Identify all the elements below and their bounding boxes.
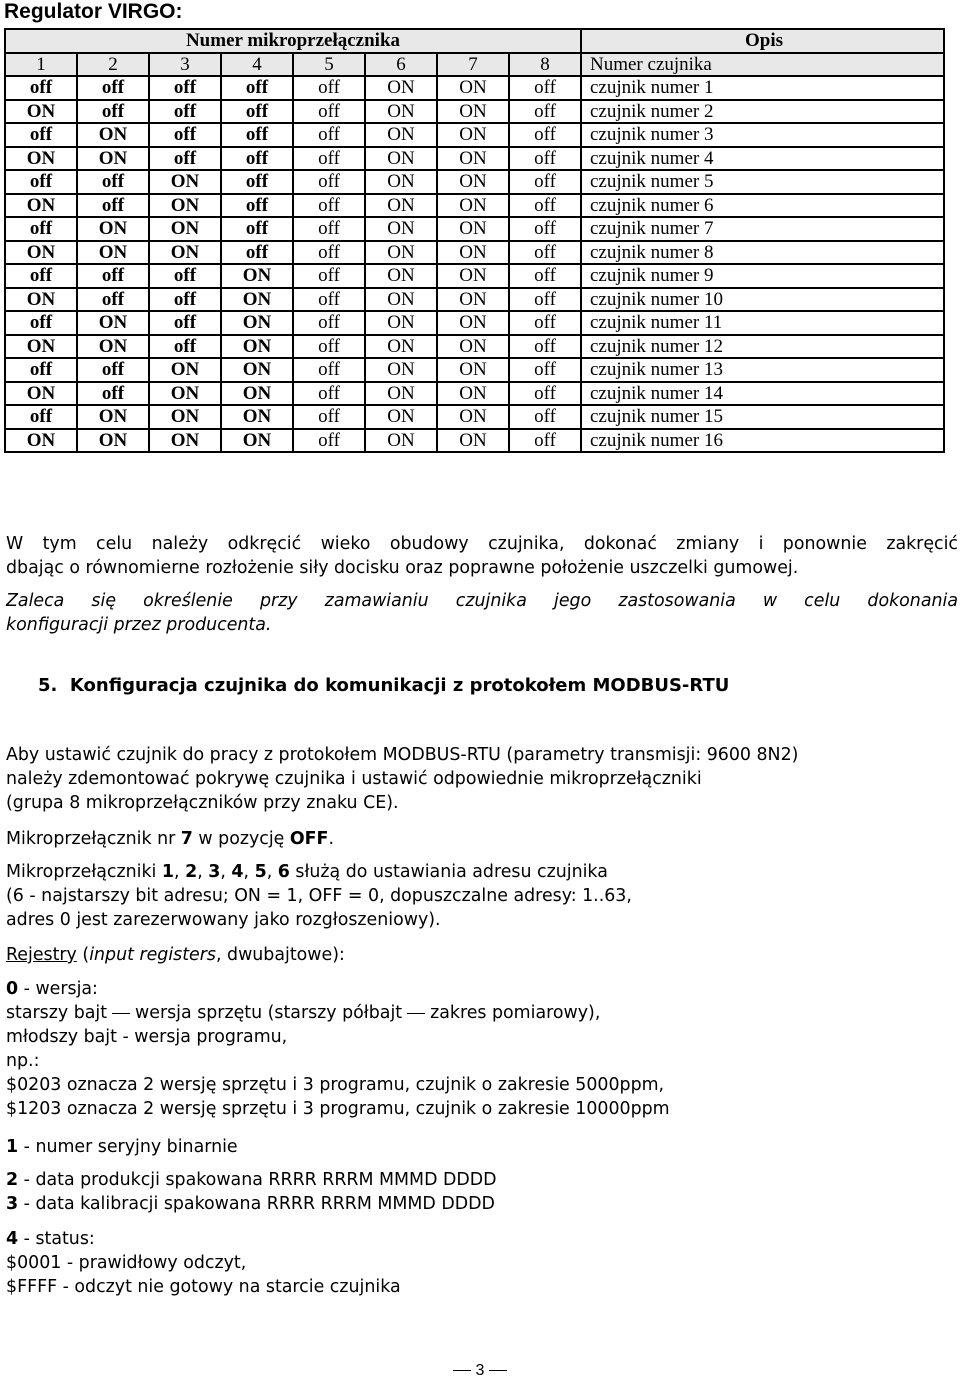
- switch-7-note: [6, 827, 958, 851]
- switch-state-cell: off: [293, 335, 365, 359]
- register-line: [6, 1227, 958, 1251]
- switch-state-cell: off: [77, 76, 149, 100]
- sensor-description-cell: czujnik numer 4: [581, 147, 944, 171]
- switch-state-cell: off: [149, 264, 221, 288]
- intro-line: należy zdemontować pokrywę czujnika i ustawić odpowiednie mikroprzełączniki: [6, 769, 702, 789]
- switch-state-cell: ON: [365, 241, 437, 265]
- header-description: Opis: [581, 29, 944, 53]
- switch-state-cell: off: [77, 382, 149, 406]
- switch-state-cell: ON: [365, 194, 437, 218]
- sep: ,: [174, 862, 186, 882]
- dash: [112, 1013, 130, 1014]
- switch-state-cell: off: [293, 100, 365, 124]
- switch-state-cell: ON: [221, 335, 293, 359]
- text: - numer seryjny binarnie: [18, 1137, 238, 1157]
- switch-state-cell: off: [293, 147, 365, 171]
- switch-state-cell: off: [293, 358, 365, 382]
- table-row: [5, 100, 944, 124]
- table-row: [5, 76, 944, 100]
- switch-state-cell: off: [509, 429, 581, 453]
- switch-state-cell: ON: [437, 405, 509, 429]
- switch-state-cell: off: [221, 170, 293, 194]
- switch-state-cell: ON: [221, 405, 293, 429]
- switch-state-cell: off: [509, 147, 581, 171]
- switch-state-cell: ON: [365, 358, 437, 382]
- switch-state-cell: ON: [437, 241, 509, 265]
- switch-state-cell: ON: [149, 217, 221, 241]
- text: starszy bajt: [6, 1003, 108, 1023]
- register-2-3: [6, 1168, 958, 1216]
- switch-state-cell: ON: [437, 123, 509, 147]
- switch-state-cell: off: [5, 217, 77, 241]
- switch-state-cell: ON: [437, 194, 509, 218]
- sep: ,: [266, 862, 278, 882]
- switch-state-cell: ON: [437, 264, 509, 288]
- text: wersja sprzętu (starszy półbajt: [135, 1003, 403, 1023]
- register-number: 1: [6, 1137, 19, 1157]
- switch-state-cell: off: [5, 405, 77, 429]
- switch-state-cell: off: [509, 241, 581, 265]
- register-1: [6, 1135, 958, 1159]
- switch-state-cell: ON: [5, 429, 77, 453]
- table-row: [5, 170, 944, 194]
- switch-state-cell: off: [509, 335, 581, 359]
- switch-state-cell: off: [221, 147, 293, 171]
- table-row: [5, 311, 944, 335]
- switch-state-cell: off: [77, 358, 149, 382]
- switch-state-cell: off: [221, 123, 293, 147]
- column-header: 1: [5, 53, 77, 77]
- column-header: 3: [149, 53, 221, 77]
- sensor-description-cell: czujnik numer 14: [581, 382, 944, 406]
- sensor-description-cell: czujnik numer 13: [581, 358, 944, 382]
- text: zakres pomiarowy),: [430, 1003, 601, 1023]
- page-heading: Regulator VIRGO:: [4, 0, 183, 23]
- switch-state-cell: ON: [149, 429, 221, 453]
- switch-state-cell: ON: [437, 335, 509, 359]
- register-line: [6, 1001, 958, 1025]
- text: .: [328, 829, 334, 849]
- intro-line: Aby ustawić czujnik do pracy z protokołem MODBUS-RTU (parametry transmisji: 9600 8N2): [6, 745, 799, 765]
- switch-state-cell: off: [509, 288, 581, 312]
- switch-state-cell: ON: [365, 264, 437, 288]
- switch-state-cell: off: [5, 170, 77, 194]
- switch-state-cell: off: [221, 241, 293, 265]
- table-row: [5, 358, 944, 382]
- text: Mikroprzełączniki: [6, 862, 162, 882]
- switch-state-cell: off: [77, 264, 149, 288]
- switch-state-cell: ON: [5, 382, 77, 406]
- table-row: [5, 335, 944, 359]
- switch-state-cell: ON: [437, 358, 509, 382]
- switch-state-cell: ON: [77, 429, 149, 453]
- text: - status:: [18, 1229, 95, 1249]
- switch-state-cell: off: [149, 335, 221, 359]
- registers-label: [6, 943, 958, 967]
- switch-state-cell: off: [509, 382, 581, 406]
- switch-value: OFF: [289, 829, 329, 849]
- register-4: [6, 1227, 958, 1299]
- sensor-description-cell: czujnik numer 5: [581, 170, 944, 194]
- switch-state-cell: ON: [221, 429, 293, 453]
- sensor-description-cell: czujnik numer 12: [581, 335, 944, 359]
- register-line: $1203 oznacza 2 wersję sprzętu i 3 programu, czujnik o zakresie 10000ppm: [6, 1099, 670, 1119]
- switch-number: 2: [185, 862, 198, 882]
- switch-state-cell: ON: [365, 147, 437, 171]
- switch-state-cell: ON: [149, 405, 221, 429]
- header-switch-number: Numer mikroprzełącznika: [5, 29, 581, 53]
- table-row: [5, 147, 944, 171]
- register-line: [6, 1192, 958, 1216]
- switch-state-cell: ON: [149, 170, 221, 194]
- sensor-description-cell: czujnik numer 10: [581, 288, 944, 312]
- sensor-description-cell: czujnik numer 16: [581, 429, 944, 453]
- switch-state-cell: off: [149, 311, 221, 335]
- switch-state-cell: off: [293, 241, 365, 265]
- register-line: [6, 1168, 958, 1192]
- switch-state-cell: off: [293, 264, 365, 288]
- switch-state-cell: off: [5, 76, 77, 100]
- switch-state-cell: ON: [365, 335, 437, 359]
- registers-title: Rejestry: [6, 945, 77, 965]
- switch-state-cell: ON: [365, 100, 437, 124]
- switch-state-cell: off: [293, 76, 365, 100]
- switch-state-cell: off: [293, 194, 365, 218]
- switch-state-cell: off: [77, 100, 149, 124]
- switch-state-cell: ON: [221, 358, 293, 382]
- switch-state-cell: off: [509, 217, 581, 241]
- table-row: [5, 241, 944, 265]
- switch-state-cell: off: [509, 405, 581, 429]
- column-header: 8: [509, 53, 581, 77]
- switch-number: 1: [161, 862, 175, 882]
- table-row: [5, 217, 944, 241]
- dash: [453, 1370, 471, 1371]
- register-line: $0001 - prawidłowy odczyt,: [6, 1253, 247, 1273]
- switch-state-cell: ON: [5, 335, 77, 359]
- text: Mikroprzełącznik nr: [6, 829, 181, 849]
- sensor-description-cell: czujnik numer 6: [581, 194, 944, 218]
- switch-state-cell: off: [5, 311, 77, 335]
- switch-state-cell: ON: [221, 264, 293, 288]
- switch-state-cell: off: [509, 123, 581, 147]
- table-row: [5, 194, 944, 218]
- switch-state-cell: off: [509, 194, 581, 218]
- sensor-description-cell: czujnik numer 11: [581, 311, 944, 335]
- switch-state-cell: off: [221, 194, 293, 218]
- dash: [489, 1370, 507, 1371]
- switch-state-cell: off: [5, 358, 77, 382]
- switch-state-cell: ON: [365, 429, 437, 453]
- switch-state-cell: ON: [77, 405, 149, 429]
- table-row: [5, 382, 944, 406]
- register-line: młodszy bajt - wersja programu,: [6, 1027, 288, 1047]
- switch-state-cell: ON: [5, 241, 77, 265]
- register-line: [6, 977, 958, 1001]
- text: - wersja:: [18, 979, 98, 999]
- address-line: adres 0 jest zarezerwowany jako rozgłoszeniowy).: [6, 910, 441, 930]
- switch-state-cell: ON: [437, 147, 509, 171]
- paragraph-line: konfiguracji przez producenta.: [6, 615, 272, 635]
- sensor-description-cell: czujnik numer 2: [581, 100, 944, 124]
- register-line: $FFFF - odczyt nie gotowy na starcie czujnika: [6, 1277, 401, 1297]
- switch-state-cell: off: [509, 264, 581, 288]
- switch-state-cell: off: [77, 194, 149, 218]
- column-header: 2: [77, 53, 149, 77]
- register-number: 4: [6, 1229, 19, 1249]
- intro-line: (grupa 8 mikroprzełączników przy znaku CE).: [6, 793, 399, 813]
- switch-state-cell: off: [149, 147, 221, 171]
- switch-state-cell: ON: [437, 76, 509, 100]
- address-switches: [6, 860, 958, 932]
- column-header: 7: [437, 53, 509, 77]
- switch-state-cell: ON: [437, 429, 509, 453]
- dip-switch-table: [4, 28, 945, 453]
- register-line: np.:: [6, 1051, 40, 1071]
- paragraph-order-note: [6, 589, 958, 637]
- sensor-description-cell: czujnik numer 3: [581, 123, 944, 147]
- switch-state-cell: off: [293, 311, 365, 335]
- switch-number: 4: [231, 862, 244, 882]
- sensor-description-cell: czujnik numer 15: [581, 405, 944, 429]
- switch-state-cell: ON: [77, 311, 149, 335]
- switch-state-cell: ON: [365, 123, 437, 147]
- register-number: 0: [6, 979, 19, 999]
- page-number-value: 3: [475, 1362, 485, 1379]
- text: - data produkcji spakowana RRRR RRRM MMMD DDDD: [18, 1170, 497, 1190]
- switch-state-cell: ON: [77, 147, 149, 171]
- address-line: [6, 860, 958, 884]
- switch-number: 6: [277, 862, 290, 882]
- table-header-row-1: [5, 29, 944, 53]
- dash: [407, 1013, 425, 1014]
- sep: ,: [243, 862, 255, 882]
- switch-state-cell: ON: [365, 170, 437, 194]
- switch-state-cell: ON: [5, 194, 77, 218]
- switch-state-cell: off: [293, 123, 365, 147]
- register-number: 2: [6, 1170, 19, 1190]
- switch-state-cell: ON: [221, 382, 293, 406]
- paragraph-cover: [6, 532, 958, 580]
- switch-state-cell: off: [293, 429, 365, 453]
- sep: ,: [197, 862, 209, 882]
- switch-state-cell: ON: [221, 311, 293, 335]
- switch-state-cell: off: [293, 288, 365, 312]
- switch-state-cell: ON: [149, 382, 221, 406]
- switch-state-cell: ON: [77, 241, 149, 265]
- switch-state-cell: off: [293, 405, 365, 429]
- sensor-description-cell: czujnik numer 7: [581, 217, 944, 241]
- switch-state-cell: off: [149, 100, 221, 124]
- switch-state-cell: off: [149, 76, 221, 100]
- switch-state-cell: off: [293, 382, 365, 406]
- switch-state-cell: off: [221, 217, 293, 241]
- text: input registers: [89, 945, 216, 965]
- switch-state-cell: off: [509, 76, 581, 100]
- section-title: Konfiguracja czujnika do komunikacji z protokołem MODBUS-RTU: [69, 675, 730, 696]
- paragraph-line: dbając o równomierne rozłożenie siły docisku oraz poprawne położenie uszczelki gumowej.: [6, 558, 799, 578]
- switch-state-cell: ON: [437, 382, 509, 406]
- switch-number: 5: [254, 862, 267, 882]
- column-header-sensor: Numer czujnika: [581, 53, 944, 77]
- switch-state-cell: ON: [77, 123, 149, 147]
- switch-state-cell: ON: [365, 382, 437, 406]
- text: - data kalibracji spakowana RRRR RRRM MMMD DDDD: [18, 1194, 495, 1214]
- switch-state-cell: off: [77, 170, 149, 194]
- sensor-description-cell: czujnik numer 9: [581, 264, 944, 288]
- text: (: [76, 945, 90, 965]
- switch-state-cell: ON: [77, 335, 149, 359]
- switch-state-cell: off: [509, 100, 581, 124]
- switch-number: 7: [180, 829, 193, 849]
- switch-state-cell: ON: [437, 217, 509, 241]
- switch-state-cell: ON: [5, 100, 77, 124]
- section-number: 5.: [38, 675, 58, 696]
- switch-state-cell: ON: [437, 170, 509, 194]
- sensor-description-cell: czujnik numer 1: [581, 76, 944, 100]
- table-row: [5, 429, 944, 453]
- switch-state-cell: off: [293, 217, 365, 241]
- page-number: [0, 1362, 960, 1380]
- register-number: 3: [6, 1194, 19, 1214]
- switch-state-cell: ON: [437, 288, 509, 312]
- switch-state-cell: ON: [437, 100, 509, 124]
- sensor-description-cell: czujnik numer 8: [581, 241, 944, 265]
- switch-state-cell: off: [221, 76, 293, 100]
- switch-state-cell: off: [509, 358, 581, 382]
- text: służą do ustawiania adresu czujnika: [289, 862, 608, 882]
- switch-state-cell: off: [293, 170, 365, 194]
- switch-state-cell: off: [509, 311, 581, 335]
- switch-state-cell: ON: [365, 76, 437, 100]
- text: , dwubajtowe):: [215, 945, 345, 965]
- switch-state-cell: ON: [77, 217, 149, 241]
- switch-state-cell: ON: [149, 358, 221, 382]
- sep: ,: [220, 862, 232, 882]
- column-header: 5: [293, 53, 365, 77]
- address-line: (6 - najstarszy bit adresu; ON = 1, OFF = 0, dopuszczalne adresy: 1..63,: [6, 886, 632, 906]
- switch-state-cell: ON: [149, 194, 221, 218]
- switch-state-cell: off: [149, 288, 221, 312]
- table-row: [5, 288, 944, 312]
- table-row: [5, 405, 944, 429]
- table-row: [5, 123, 944, 147]
- modbus-intro: [6, 743, 958, 815]
- switch-state-cell: ON: [365, 311, 437, 335]
- register-line: $0203 oznacza 2 wersję sprzętu i 3 programu, czujnik o zakresie 5000ppm,: [6, 1075, 665, 1095]
- switch-state-cell: off: [5, 264, 77, 288]
- paragraph-line: Zaleca się określenie przy zamawianiu czujnika jego zastosowania w celu dokonania: [6, 591, 958, 611]
- switch-state-cell: ON: [365, 405, 437, 429]
- switch-number: 3: [208, 862, 221, 882]
- switch-state-cell: ON: [149, 241, 221, 265]
- table-row: [5, 264, 944, 288]
- switch-state-cell: off: [77, 288, 149, 312]
- switch-state-cell: off: [149, 123, 221, 147]
- column-header: 4: [221, 53, 293, 77]
- paragraph-line: W tym celu należy odkręcić wieko obudowy czujnika, dokonać zmiany i ponownie zakręcić: [6, 534, 958, 554]
- switch-state-cell: ON: [437, 311, 509, 335]
- switch-state-cell: ON: [5, 288, 77, 312]
- text: w pozycję: [192, 829, 290, 849]
- register-0: [6, 977, 958, 1121]
- switch-state-cell: off: [5, 123, 77, 147]
- switch-state-cell: ON: [221, 288, 293, 312]
- switch-state-cell: ON: [5, 147, 77, 171]
- switch-state-cell: ON: [365, 217, 437, 241]
- switch-state-cell: off: [509, 170, 581, 194]
- switch-state-cell: ON: [365, 288, 437, 312]
- column-header: 6: [365, 53, 437, 77]
- table-header-row-2: [5, 53, 944, 77]
- section-heading: [38, 674, 729, 698]
- switch-state-cell: off: [221, 100, 293, 124]
